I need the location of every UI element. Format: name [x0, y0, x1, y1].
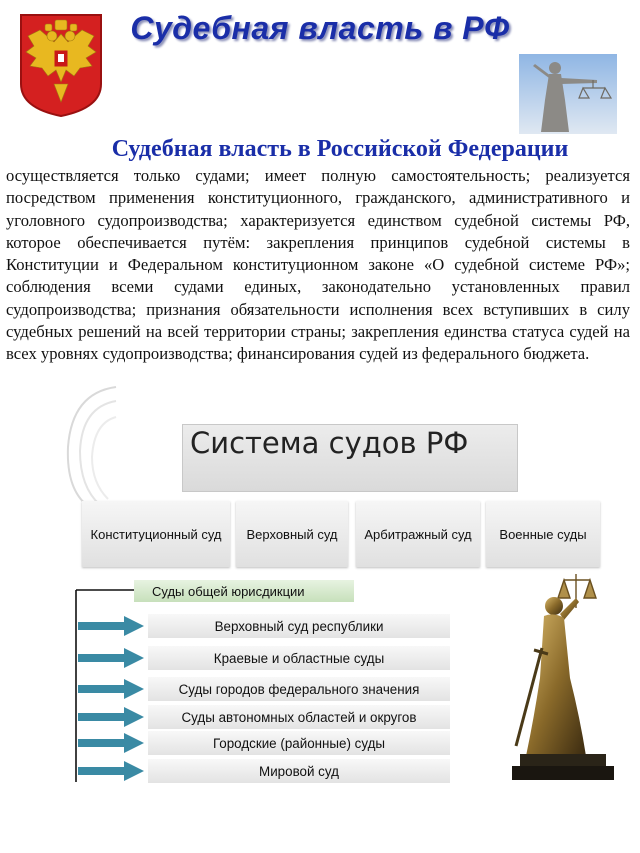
section-paragraph: осуществляется только судами; имеет полную самостоятельность; реализуется посредством применения конституционного, гражданского, административного и уголовного судопроизводства; характеризуется единством судебной системы РФ, которое обеспечивается путём: закрепления принципов судебной системы в Конституции и Федеральном конституционном законе «О судебной системе РФ»; соблюдения всеми судами единых, законодательно установленных правил судопроизводства; признания обязательности исполнения всех вступивших в силу судебных решений на всей территории страны; закрепления единства статуса судей на всех уровнях судопроизводства; финансирования судей из федерального бюджета.	[6, 166, 630, 364]
sub-court-row: Верховный суд республики	[148, 614, 450, 638]
arrow-right-icon	[78, 759, 146, 783]
decorative-arcs	[62, 383, 118, 511]
arrow-right-icon	[78, 614, 146, 638]
sub-court-row: Городские (районные) суды	[148, 731, 450, 755]
court-box-constitutional: Конституционный суд	[82, 501, 230, 567]
arrow-right-icon	[78, 677, 146, 701]
coat-of-arms-icon	[18, 12, 104, 118]
lady-justice-photo-icon	[519, 54, 617, 134]
court-box-arbitration: Арбитражный суд	[356, 501, 480, 567]
section-heading: Судебная власть в Российской Федерации	[111, 136, 569, 162]
sub-court-row: Суды автономных областей и округов	[148, 705, 450, 729]
sub-court-row: Мировой суд	[148, 759, 450, 783]
sub-court-row: Краевые и областные суды	[148, 646, 450, 670]
general-jurisdiction-box: Суды общей юрисдикции	[134, 580, 354, 602]
arrow-right-icon	[78, 731, 146, 755]
lady-justice-statue-icon	[506, 568, 618, 784]
sub-court-row: Суды городов федерального значения	[148, 677, 450, 701]
court-box-military: Военные суды	[486, 501, 600, 567]
arrow-right-icon	[78, 646, 146, 670]
court-box-supreme: Верховный суд	[236, 501, 348, 567]
diagram-title: Система судов РФ	[190, 426, 469, 460]
page-title: Судебная власть в РФ	[130, 10, 510, 46]
arrow-right-icon	[78, 705, 146, 729]
